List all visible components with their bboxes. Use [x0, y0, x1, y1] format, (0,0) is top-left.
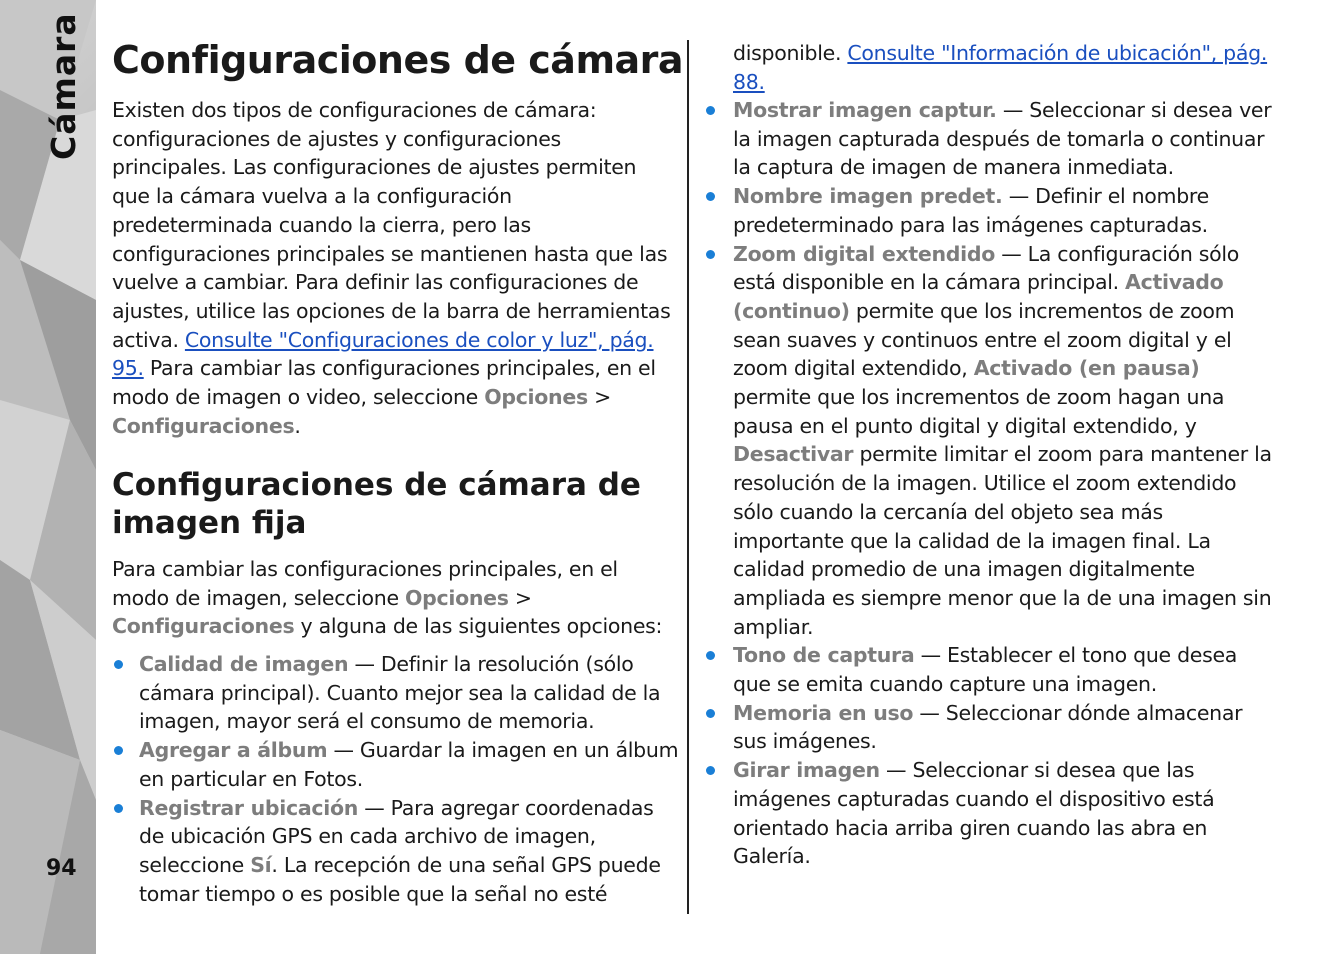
- list-item: [139, 794, 679, 909]
- option-desc: permite limitar el zoom para mantener la resolución de la imagen. Utilice el zoom extendido sólo cuando la cercanía del objeto sea más importante que la calidad de la imagen final. La calidad promedio de una imagen digitalmente ampliada es siempre menor que la de una imagen sin ampliar.: [733, 442, 1272, 639]
- list-item: [733, 96, 1273, 182]
- sidebar-decorative-band: [0, 0, 96, 954]
- list-item: [139, 650, 679, 736]
- option-desc: — La configuración sólo está disponible en la cámara principal.: [733, 241, 1240, 295]
- menu-settings: Configuraciones: [112, 413, 295, 438]
- option-desc: — Para agregar coordenadas de ubicación GPS en cada archivo de imagen, seleccione: [139, 795, 654, 877]
- option-term: Girar imagen: [733, 758, 880, 783]
- location-info-link[interactable]: Consulte "Información de ubicación", pág. 88.: [733, 41, 1268, 94]
- menu-options: Opciones: [405, 585, 509, 610]
- section-subtitle: Configuraciones de cámara de imagen fija: [112, 467, 641, 541]
- list-item: [733, 182, 1273, 239]
- intro-paragraph: [112, 96, 678, 440]
- options-list-left: [139, 650, 679, 908]
- option-term: Tono de captura: [733, 643, 915, 668]
- sub-intro-text-1: Para cambiar las configuraciones principales, en el modo de imagen, seleccione: [112, 557, 618, 610]
- menu-separator: >: [508, 585, 532, 610]
- list-item: [733, 699, 1273, 756]
- option-desc: — Seleccionar si desea ver la imagen capturada después de tomarla o continuar la captura de imagen de manera inmediata.: [733, 98, 1272, 180]
- option-term: Memoria en uso: [733, 700, 914, 725]
- options-list-right: [733, 96, 1273, 871]
- option-desc: — Definir la resolución (sólo cámara principal). Cuanto mejor sea la calidad de la imagen, mayor será el consumo de memoria.: [139, 652, 661, 734]
- continuation-text: disponible.: [733, 41, 848, 65]
- option-desc: permite que los incrementos de zoom hagan una pausa en el punto digital y digital extendido, y: [733, 385, 1225, 438]
- option-value: Sí: [250, 852, 272, 877]
- intro-text-2: Para cambiar las configuraciones principales, en el modo de imagen o video, seleccione: [112, 356, 656, 410]
- list-item: [733, 240, 1273, 642]
- sub-intro-text-2: y alguna de las siguientes opciones:: [294, 614, 663, 639]
- continuation-paragraph: [733, 39, 1273, 96]
- intro-end: .: [294, 413, 301, 438]
- intro-text-1: Existen dos tipos de configuraciones de cámara: configuraciones de ajustes y configuraciones principales. Las configuraciones de ajustes permiten que la cámara vuelva a la configuración predeterminada cuando la cierra, pero las configuraciones principales se mantienen hasta que las vuelve a cambiar. Para definir las configuraciones de ajustes, utilice las opciones de la barra de herramientas activa.: [112, 98, 671, 352]
- menu-separator: >: [587, 385, 611, 410]
- option-term: Nombre imagen predet.: [733, 184, 1003, 209]
- section-title-vertical: Cámara: [44, 12, 83, 160]
- color-light-link[interactable]: Consulte "Configuraciones de color y luz", pág. 95.: [112, 327, 654, 381]
- option-value: Activado (en pausa): [973, 356, 1200, 381]
- menu-settings: Configuraciones: [112, 614, 295, 639]
- option-term: Agregar a álbum: [139, 738, 328, 763]
- option-desc: — Establecer el tono que desea que se emita cuando capture una imagen.: [733, 643, 1238, 697]
- option-value: Activado (continuo): [733, 270, 1224, 323]
- option-desc: — Guardar la imagen en un álbum en particular en Fotos.: [139, 738, 679, 791]
- subsection-intro: [112, 555, 678, 641]
- option-term: Mostrar imagen captur.: [733, 98, 997, 122]
- list-item: [139, 736, 679, 793]
- option-term: Registrar ubicación: [139, 795, 359, 820]
- page-number: 94: [46, 856, 77, 881]
- list-item: [733, 641, 1273, 698]
- column-divider: [687, 40, 689, 914]
- option-desc: permite que los incrementos de zoom sean suaves y continuos entre el zoom digital y el zoom digital extendido,: [733, 298, 1235, 381]
- option-desc: — Seleccionar si desea que las imágenes capturadas cuando el dispositivo está orientado hacia arriba giren cuando las abra en Galería.: [733, 758, 1215, 869]
- page-title: Configuraciones de cámara: [112, 38, 684, 82]
- option-desc: — Definir el nombre predeterminado para las imágenes capturadas.: [733, 184, 1209, 237]
- menu-options: Opciones: [484, 385, 588, 410]
- option-desc: . La recepción de una señal GPS puede tomar tiempo o es posible que la señal no esté: [139, 852, 661, 906]
- option-term: Zoom digital extendido: [733, 241, 996, 266]
- option-value: Desactivar: [733, 442, 854, 467]
- option-desc: — Seleccionar dónde almacenar sus imágenes.: [733, 700, 1243, 754]
- option-term: Calidad de imagen: [139, 652, 349, 676]
- list-item: [733, 756, 1273, 871]
